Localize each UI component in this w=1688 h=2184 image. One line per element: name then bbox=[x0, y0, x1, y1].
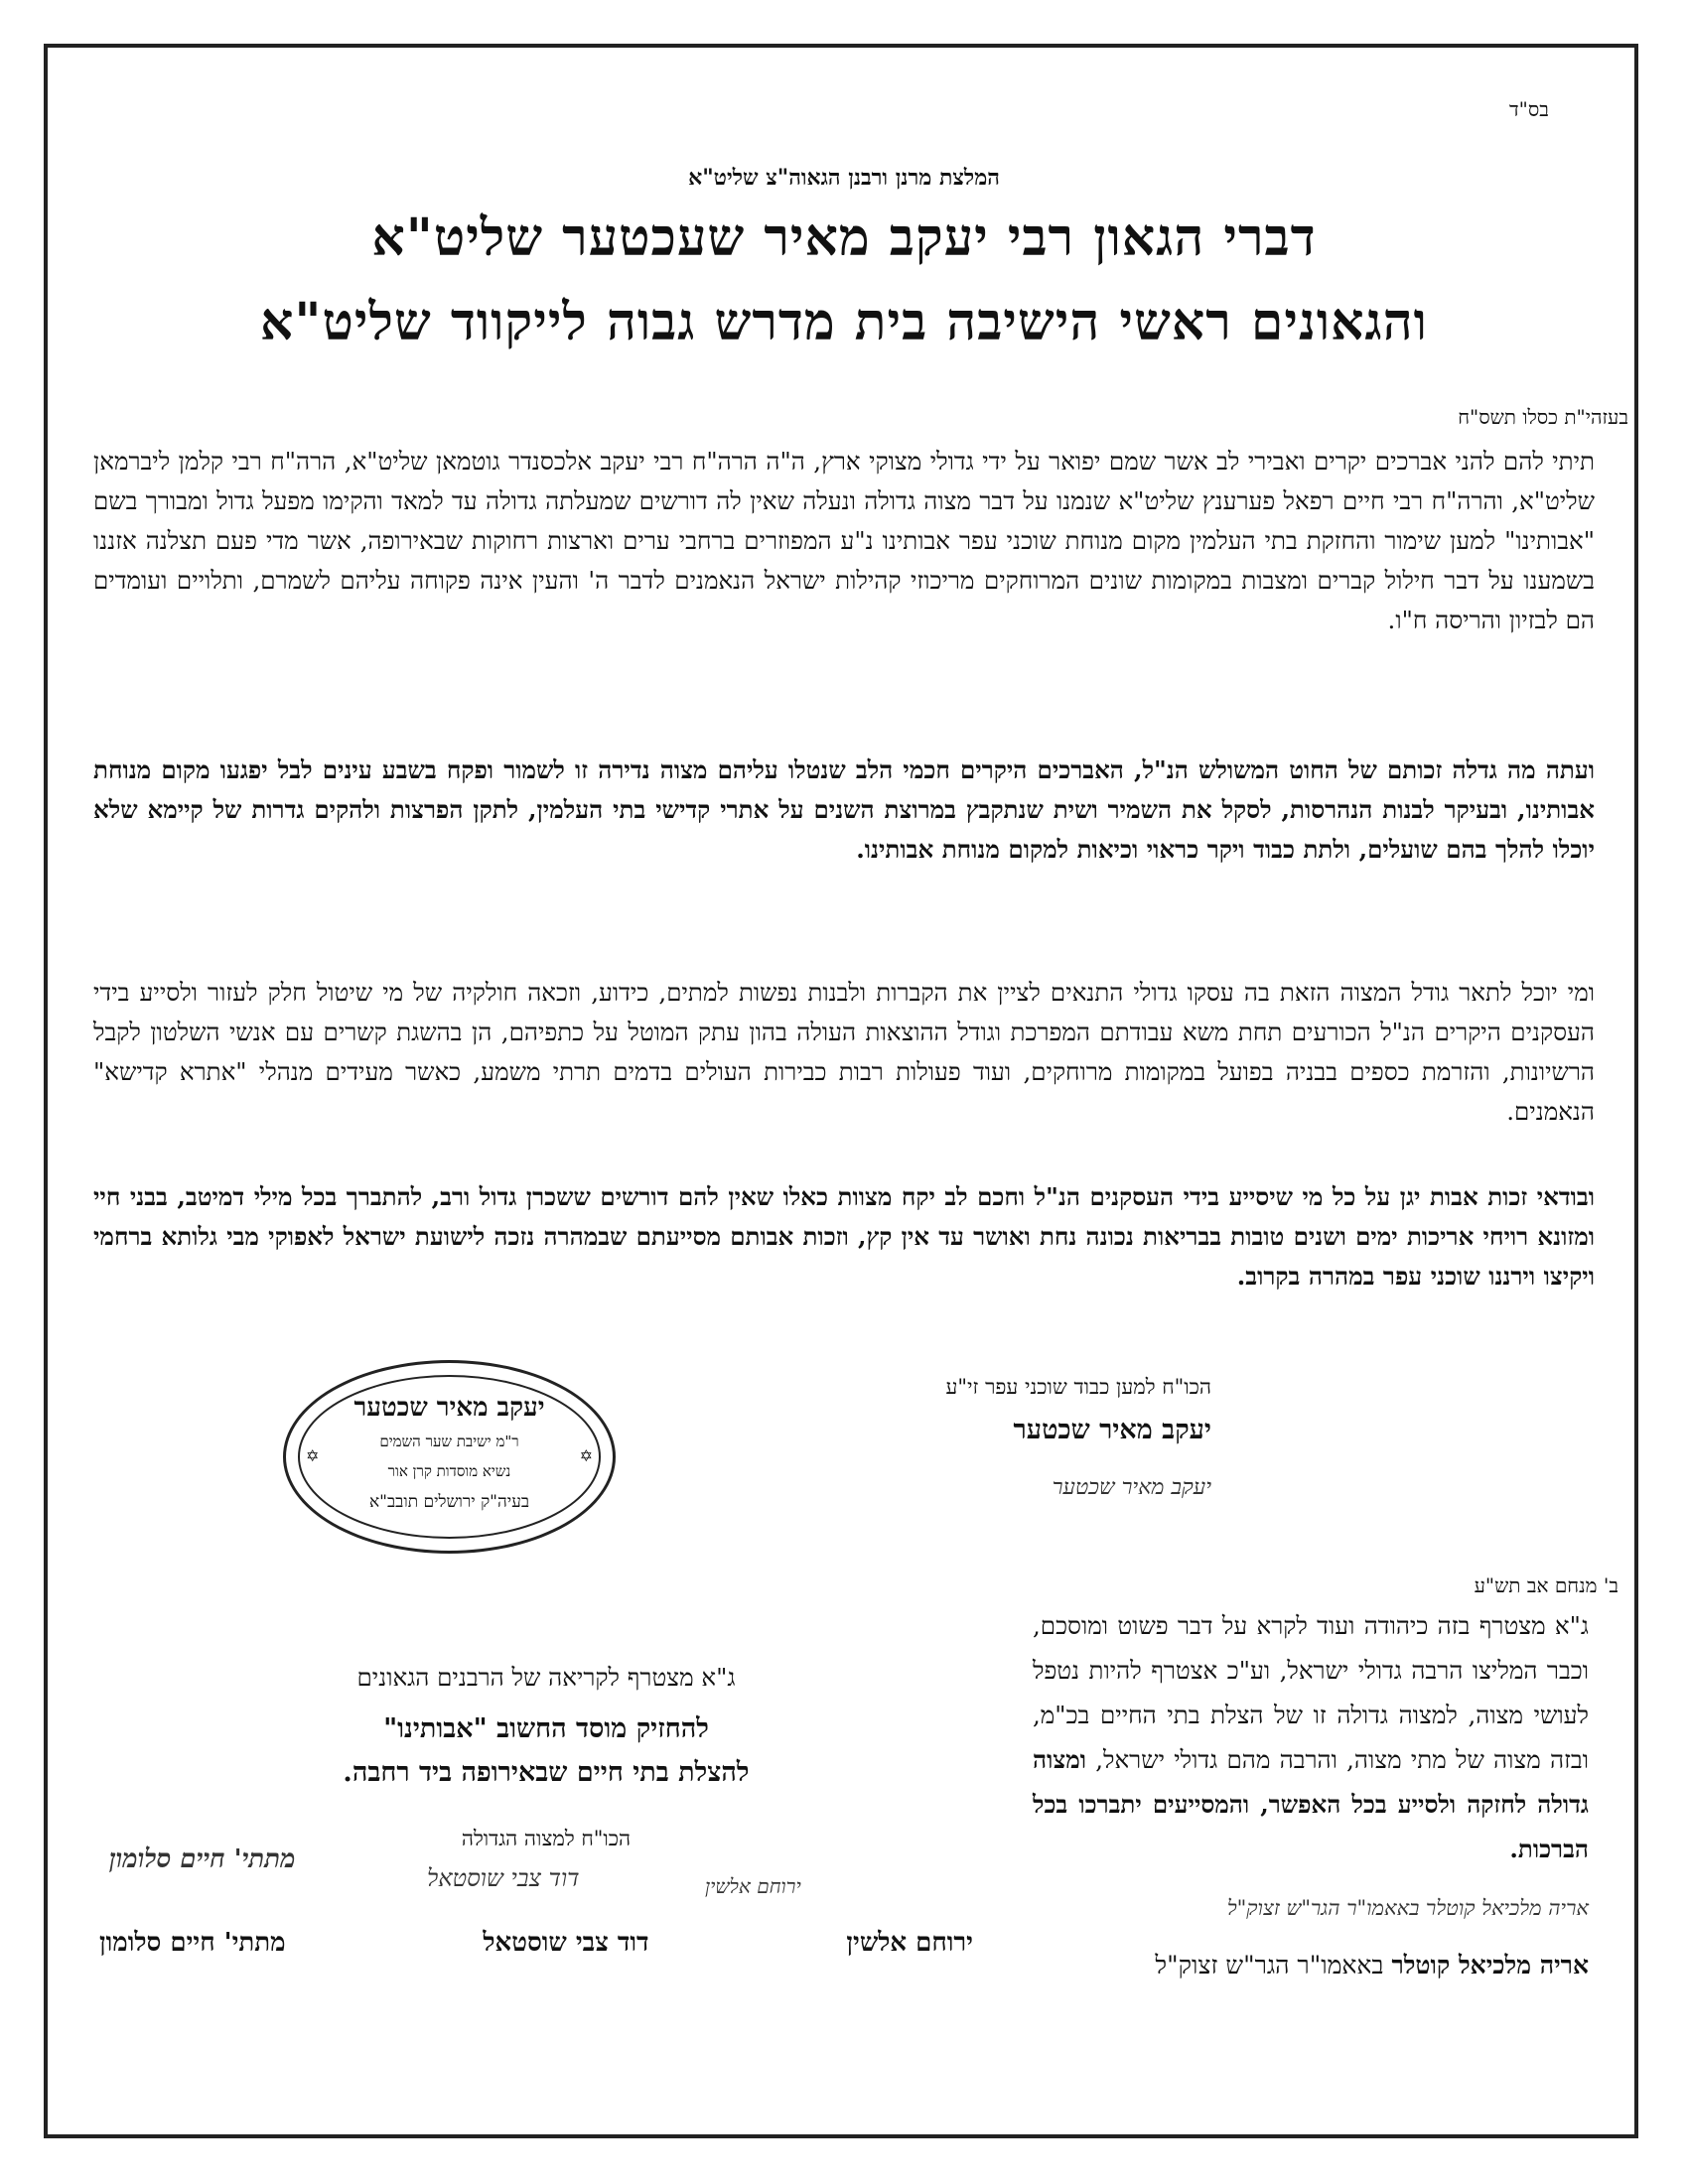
signoff-line: הכו"ח למען כבוד שוכני עפר זי"ע bbox=[945, 1375, 1211, 1399]
handwritten-signature: ירוחם אלשין bbox=[705, 1874, 801, 1898]
paragraph-2: ועתה מה גדלה זכותם של החוט המשולש הנ"ל, האברכים היקרים חכמי הלב שנטלו עליהם מצוה נדירה זו לשמור ופקח בשבע עינים לבל יפגעו מקום מנוחת אבותינו, ובעיקר לבנות הנהרסות, לסקל את השמיר ושית שנתקבץ במרוצת השנים על אתרי קדישי בתי העלמין, לתקן הפרצות ולהקים גדרות של קיימא שלא יוכלו להלך בהם שועלים, ולתת כבוד ויקר כראוי וכיאות למקום מנוחת אבותינו. bbox=[93, 755, 1595, 864]
lakewood-line-3: להצלת בתי חיים שבאירופה ביד רחבה. bbox=[343, 1757, 750, 1788]
recommendation-heading: המלצת מרנן ורבנן הגאוה"צ שליט"א bbox=[688, 165, 1000, 191]
bsd-mark: בס"ד bbox=[1509, 97, 1549, 121]
kotler-text-bold: ומצוה גדולה לחזקה ולסייע בכל האפשר, והמסייעים יתברכו בכל הברכות. bbox=[1033, 1745, 1589, 1863]
rabbi-stamp bbox=[283, 1360, 616, 1554]
letter-date: בעזהי"ת כסלו תשס"ח bbox=[1458, 405, 1628, 429]
signer-name: ירוחם אלשין bbox=[846, 1928, 973, 1958]
kotler-date: ב' מנחם אב תש"ע bbox=[1474, 1573, 1618, 1597]
paragraph-4: ובודאי זכות אבות יגן על כל מי שיסייע בידי העסקנים הנ"ל וחכם לב יקח מצוות כאלו שאין להם דורשים ששכרן גדול ורב, להתברך בכל מילי דמיטב, בבני חיי ומזונא רויחי אריכות ימים ושנים טובות בבריאות נכונה נחת ואושר עד אין קץ, וזכות אבותם מסייעתם שבמהרה נזכה לישועת ישראל לאפוקי מבי גלותא ברחמי ויקיצו וירננו שוכני עפר במהרה בקרוב. bbox=[93, 1182, 1595, 1291]
kotler-suffix: באאמו"ר הגר"ש זצוק"ל bbox=[1155, 1951, 1392, 1979]
kotler-letter-body bbox=[1033, 1603, 1589, 1871]
handwritten-signature: מתתי' חיים סלומון bbox=[109, 1844, 296, 1874]
stamp-line-4: בעיה"ק ירושלים תובב"א bbox=[368, 1492, 530, 1512]
star-of-david-icon: ✡ bbox=[579, 1446, 593, 1465]
kotler-name: אריה מלכיאל קוטלר bbox=[1391, 1951, 1589, 1979]
stamp-name: יעקב מאיר שכטער bbox=[353, 1393, 545, 1423]
signer-name: מתתי' חיים סלומון bbox=[99, 1928, 286, 1958]
lakewood-line-1: ג"א מצטרף לקריאה של הרבנים הגאונים bbox=[356, 1663, 736, 1692]
handwritten-signature: יעקב מאיר שכטער bbox=[1052, 1475, 1211, 1500]
paragraph-3: ומי יוכל לתאר גודל המצוה הזאת בה עסקו גדולי התנאים לציין את הקברות ולבנות נפשות למתים, כידוע, וזכאה חולקיה של מי שיטול חלק לעזור ולסייע בידי העסקנים היקרים הנ"ל הכורעים תחת משא עבודתם המפרכת וגודל ההוצאות העולה בהון עתק המוטל על כתפיהם, הן בהשגת קשרים עם אנשי השלטון לקבל הרשיונות, והזרמת כספים בבניה בפועל במקומות מרוחקים, ועוד פעולות רבות כבירות העולים בדמים תרתי משמע, כאשר מעידים מנהלי "אתרא קדישא" הנאמנים. bbox=[93, 978, 1595, 1126]
stamp-line-2: ר"מ ישיבת שער השמים bbox=[379, 1433, 519, 1450]
handwritten-signature: דוד צבי שוסטאל bbox=[427, 1864, 580, 1892]
lakewood-signer-names bbox=[99, 1928, 973, 1958]
signer-name: יעקב מאיר שכטער bbox=[1013, 1415, 1211, 1445]
title-line-2: והגאונים ראשי הישיבה בית מדרש גבוה לייקווד שליט"א bbox=[260, 292, 1428, 352]
stamp-line-3: נשיא מוסדות קרן אור bbox=[387, 1462, 511, 1480]
signer-name: דוד צבי שוסטאל bbox=[483, 1928, 649, 1958]
lakewood-line-2: להחזיק מוסד החשוב "אבותינו" bbox=[383, 1713, 709, 1744]
title-line-1: דברי הגאון רבי יעקב מאיר שעכטער שליט"א bbox=[371, 207, 1317, 268]
kotler-signature-line bbox=[933, 1951, 1589, 1980]
paragraph-1: תיתי להם להני אברכים יקרים ואבירי לב אשר שמם יפואר על ידי גדולי מצוקי ארץ, ה"ה הרה"ח רבי יעקב אלכסנדר גוטמאן שליט"א, הרה"ח רבי קלמן ליברמאן שליט"א, והרה"ח רבי חיים רפאל פערענץ שליט"א שנמנו על דבר מצוה גדולה ונעלה שאין לה דורשים שמעלתה גדולה עד למאד והקימו מפעל גדול ומבורך בשם "אבותינו" למען שימור והחזקת בתי העלמין מקום מנוחת שוכני עפר אבותינו נ"ע המפוזרים ברחבי ערים וארצות רחוקות שבאירופה, אשר מדי פעם תצלנה אזננו בשמענו על דבר חילול קברים ומצבות במקומות שונים המרוחקים מריכוזי קהילות ישראל הנאמנים לדבר ה' והעין אינה פקוחה עליהם לשמרם, ותלויים ועומדים הם לבזיון והריסה ח"ו. bbox=[93, 447, 1595, 634]
star-of-david-icon: ✡ bbox=[306, 1446, 320, 1465]
kotler-handwritten-signature: אריה מלכיאל קוטלר באאמו"ר הגר"ש זצוק"ל bbox=[1226, 1896, 1589, 1920]
lakewood-signoff: הכו"ח למצוה הגדולה bbox=[461, 1827, 632, 1850]
kotler-text: ג"א מצטרף בזה כיהודה ועוד לקרא על דבר פשוט ומוסכם, וכבר המליצו הרבה גדולי ישראל, וע"כ אצטרף להיות נטפל לעושי מצוה, למצוה גדולה זו של הצלת בתי החיים בכ"מ, ובזה מצוה של מתי מצוה, והרבה מהם גדולי ישראל, bbox=[1033, 1611, 1589, 1774]
lakewood-signatures bbox=[99, 1844, 973, 1924]
